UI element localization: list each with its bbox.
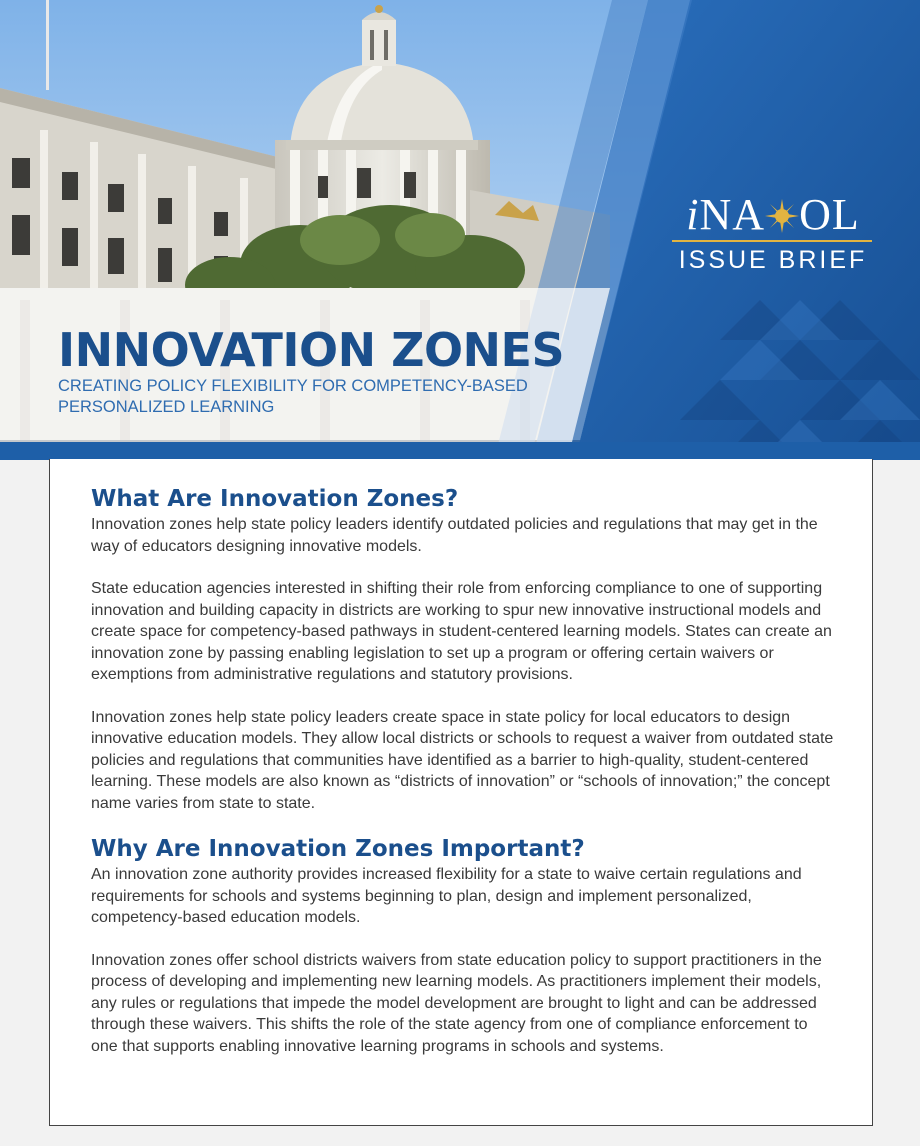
brand-divider	[672, 240, 872, 242]
header-bottom-band	[0, 442, 920, 460]
article-body	[91, 485, 836, 1057]
content-panel	[49, 459, 873, 1126]
section-heading-what: What Are Innovation Zones?	[91, 486, 459, 512]
paragraph: State education agencies interested in shifting their role from enforcing compliance to one of supporting innovation and building capacity in districts are working to spur new innovative instructional models and create space for competency-based pathways in student-centered learning models. States can create an innovation zone by passing enabling legislation to set up a program or offering certain waivers or exemptions from administrative regulations and statutory provisions.	[91, 580, 832, 683]
paragraph: Innovation zones offer school districts waivers from state education policy to support practitioners in the process of developing and implementing new learning models. As practitioners implement their models, any rules or regulations that impede the model development are brought to light and can be addressed through these waivers. This shifts the role of the state agency from one of compliance enforcement to one that supports enabling innovative learning programs in schools and systems.	[91, 951, 822, 1055]
paragraph: An innovation zone authority provides increased flexibility for a state to waive certain regulations and requirements for schools and systems beginning to plan, design and implement personalized, competency-based education models.	[91, 866, 802, 926]
issue-brief-label: ISSUE BRIEF	[678, 246, 868, 274]
page-title: INNOVATION ZONES	[58, 323, 565, 377]
paragraph: Innovation zones help state policy leaders create space in state policy for local educators to design innovative education models. They allow local districts or schools to request a waiver from outdated state policies and regulations that communities have identified as a barrier to high-quality, student-centered learning. These models are also known as “districts of innovation” or “schools of innovation;” the concept name varies from state to state.	[91, 708, 834, 812]
inacol-logo: iNA OL	[686, 190, 860, 239]
inacol-brand	[668, 192, 878, 274]
sun-star-icon	[765, 199, 799, 233]
section-heading-why: Why Are Innovation Zones Important?	[91, 836, 585, 862]
page-subtitle: CREATING POLICY FLEXIBILITY FOR COMPETENCY-BASED PERSONALIZED LEARNING	[58, 377, 528, 416]
paragraph: Innovation zones help state policy leaders identify outdated policies and regulations that may get in the way of educators designing innovative models.	[91, 516, 818, 555]
cover-header	[0, 0, 920, 460]
